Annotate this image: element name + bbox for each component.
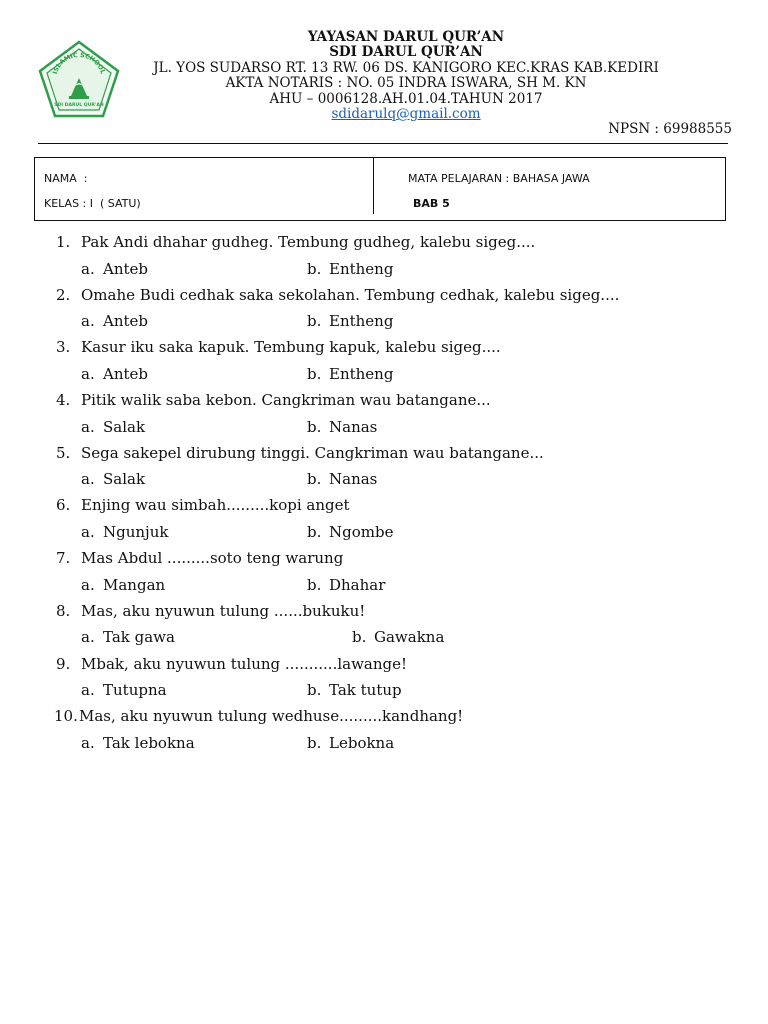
option-letter: b.	[307, 312, 322, 331]
school-name: SDI DARUL QUR’AN	[329, 44, 483, 61]
class-field: KELAS : I ( SATU)	[44, 197, 141, 210]
option-text: Entheng	[329, 364, 394, 383]
option-letter: a.	[81, 733, 95, 752]
header-rule	[38, 143, 728, 144]
question-number: 10.	[54, 707, 78, 726]
option-text: Nanas	[329, 417, 378, 436]
question-item	[56, 496, 746, 549]
option-b[interactable]	[307, 576, 385, 594]
option-letter: a.	[81, 364, 95, 383]
option-text: Dhahar	[329, 575, 386, 594]
option-text: Tak gawa	[103, 628, 175, 647]
option-letter: b.	[307, 364, 322, 383]
option-b[interactable]	[307, 681, 402, 699]
option-text: Tutupna	[103, 681, 167, 699]
option-text: Gawakna	[374, 628, 445, 647]
question-text	[56, 286, 619, 304]
option-text: Anteb	[103, 312, 148, 331]
question-text	[56, 655, 407, 673]
option-a[interactable]	[81, 470, 145, 488]
option-a[interactable]	[81, 418, 145, 436]
question-number: 6.	[56, 496, 71, 515]
question-stem: Kasur iku saka kapuk. Tembung kapuk, kalebu sigeg....	[81, 338, 501, 357]
option-letter: b.	[307, 417, 322, 436]
question-stem: Mas Abdul .........soto teng warung	[81, 549, 344, 568]
option-letter: b.	[307, 575, 322, 594]
info-box-divider	[373, 158, 374, 214]
npsn: NPSN : 69988555	[608, 121, 732, 137]
option-a[interactable]	[81, 628, 175, 646]
option-a[interactable]	[81, 260, 148, 278]
question-text	[56, 496, 350, 514]
question-item	[56, 233, 746, 286]
option-a[interactable]	[81, 312, 148, 330]
option-text: Anteb	[103, 364, 148, 383]
option-b[interactable]	[307, 418, 377, 436]
option-text: Salak	[103, 417, 146, 436]
option-letter: b.	[307, 681, 322, 699]
question-number: 9.	[56, 654, 71, 673]
option-letter: a.	[81, 417, 95, 436]
question-stem: Mbak, aku nyuwun tulung ...........lawange!	[81, 654, 408, 673]
option-a[interactable]	[81, 576, 165, 594]
notary-deed: AKTA NOTARIS : NO. 05 INDRA ISWARA, SH M. KN	[225, 75, 587, 92]
option-letter: a.	[81, 470, 95, 489]
option-text: Entheng	[329, 259, 394, 278]
option-b[interactable]	[307, 312, 393, 330]
email-link[interactable]: sdidarulq@gmail.com	[331, 106, 481, 123]
option-letter: a.	[81, 628, 95, 647]
option-letter: a.	[81, 522, 95, 541]
option-text: Ngunjuk	[103, 522, 169, 541]
name-field[interactable]: NAMA :	[44, 172, 88, 185]
option-text: Anteb	[103, 259, 148, 278]
option-text: Tak lebokna	[103, 733, 195, 752]
option-letter: a.	[81, 259, 95, 278]
school-address: JL. YOS SUDARSO RT. 13 RW. 06 DS. KANIGORO KEC.KRAS KAB.KEDIRI	[153, 59, 659, 76]
question-text	[56, 391, 491, 409]
option-letter: a.	[81, 575, 95, 594]
chapter-label: BAB 5	[413, 197, 450, 210]
option-b[interactable]	[307, 365, 393, 383]
option-b[interactable]	[307, 260, 393, 278]
question-text	[56, 707, 463, 725]
option-letter: b.	[307, 733, 322, 752]
school-logo	[38, 40, 120, 118]
question-text	[56, 233, 535, 251]
option-text: Ngombe	[329, 522, 394, 541]
option-text: Entheng	[329, 312, 394, 331]
option-b[interactable]	[307, 470, 377, 488]
question-item	[56, 602, 746, 655]
question-item	[56, 338, 746, 391]
logo-inner-text: SDI DARUL QUR'AN	[54, 103, 104, 108]
option-letter: b.	[307, 259, 322, 278]
question-text	[56, 338, 501, 356]
option-letter: a.	[81, 681, 95, 699]
question-stem: Sega sakepel dirubung tinggi. Cangkriman wau batangane...	[81, 443, 544, 462]
question-text	[56, 549, 343, 567]
option-letter: a.	[81, 312, 95, 331]
option-a[interactable]	[81, 681, 167, 699]
question-stem: Mas, aku nyuwun tulung wedhuse.........kandhang!	[79, 707, 464, 726]
question-stem: Omahe Budi cedhak saka sekolahan. Tembung cedhak, kalebu sigeg....	[81, 285, 620, 304]
option-text: Lebokna	[329, 733, 395, 752]
question-number: 1.	[56, 233, 71, 251]
option-b[interactable]	[307, 734, 394, 752]
question-item	[56, 444, 746, 497]
option-letter: b.	[307, 470, 322, 489]
question-number: 8.	[56, 601, 71, 620]
question-number: 5.	[56, 443, 71, 462]
question-text	[56, 602, 365, 620]
question-stem: Mas, aku nyuwun tulung ......bukuku!	[81, 601, 366, 620]
question-item	[56, 655, 746, 708]
question-item	[56, 286, 746, 339]
question-stem: Pitik walik saba kebon. Cangkriman wau batangane...	[81, 391, 491, 410]
subject-field: MATA PELAJARAN : BAHASA JAWA	[408, 172, 590, 185]
option-letter: b.	[307, 522, 322, 541]
option-text: Salak	[103, 470, 146, 489]
option-text: Nanas	[329, 470, 378, 489]
logo-arc-text: ISLAMIC SCHOOL	[51, 51, 107, 76]
question-item	[56, 391, 746, 444]
option-b[interactable]	[307, 523, 393, 541]
option-text: Mangan	[103, 575, 166, 594]
question-text	[56, 444, 544, 462]
question-number: 2.	[56, 285, 71, 304]
question-number: 3.	[56, 338, 71, 357]
option-letter: b.	[352, 628, 367, 647]
letterhead	[150, 30, 662, 122]
question-list	[56, 233, 746, 760]
student-info-box	[34, 157, 726, 221]
option-a[interactable]	[81, 734, 195, 752]
option-a[interactable]	[81, 523, 168, 541]
foundation-name: YAYASAN DARUL QUR’AN	[307, 29, 505, 45]
option-a[interactable]	[81, 365, 148, 383]
question-stem: Enjing wau simbah.........kopi anget	[81, 496, 350, 515]
question-item	[56, 707, 746, 760]
question-item	[56, 549, 746, 602]
option-text: Tak tutup	[329, 681, 402, 699]
question-stem: Pak Andi dhahar gudheg. Tembung gudheg, kalebu sigeg....	[81, 233, 536, 251]
ahu-number: AHU – 0006128.AH.01.04.TAHUN 2017	[269, 90, 543, 107]
option-b[interactable]	[352, 628, 444, 646]
question-number: 7.	[56, 549, 71, 568]
question-number: 4.	[56, 391, 71, 410]
